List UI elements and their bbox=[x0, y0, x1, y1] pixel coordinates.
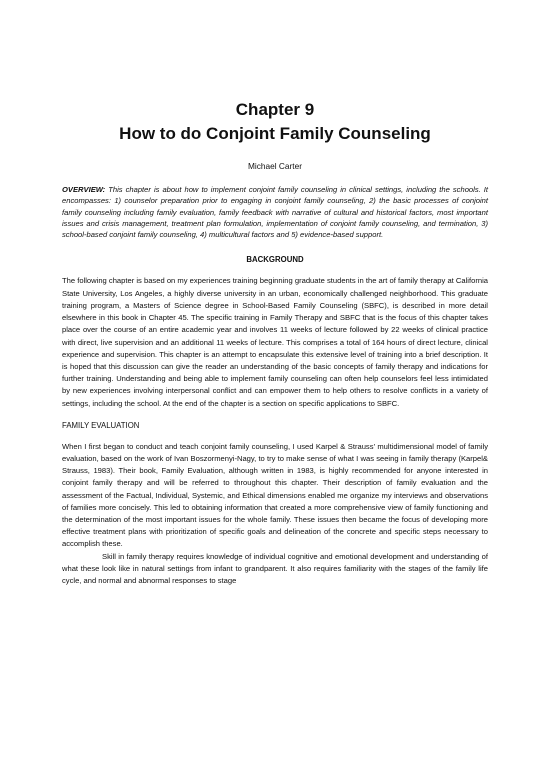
chapter-number: Chapter 9 bbox=[235, 100, 315, 119]
overview-paragraph bbox=[62, 184, 488, 240]
family-evaluation-paragraph-2: Skill in family therapy requires knowledge of individual cognitive and emotional development and understanding of what these look like in natural settings from infant to grandparent. It also requires familiarity with the stages of the family life cycle, and normal and abnormal responses to stage bbox=[62, 551, 488, 585]
overview-label: OVERVIEW: bbox=[62, 185, 106, 194]
family-evaluation-heading: FAMILY EVALUATION bbox=[62, 420, 140, 430]
chapter-title: How to do Conjoint Family Counseling bbox=[119, 124, 431, 143]
author-name: Michael Carter bbox=[248, 161, 302, 171]
background-paragraph: The following chapter is based on my experiences training beginning graduate students in the art of family therapy at California State University, Los Angeles, a highly diverse university in an urban, economically challenged neighborhood. This graduate training program, a Masters of Science degree in School-Based Family Counseling (SBFC), is described in more detail elsewhere in this book in Chapter 45. The specific training in Family Therapy and SBFC that is the focus of this chapter takes place over the course of an entire academic year and involves 11 weeks of lecture followed by 22 weeks of clinical practice with direct, live supervision and an additional 11 weeks of lecture. This comprises a total of 164 hours of direct lecture, clinical experience and supervision. This chapter is an attempt to encapsulate this extensive level of training into a brief description. It is hoped that this discussion can give the reader an understanding of the basic concepts of family therapy and indications for further training. Understanding and being able to implement family counseling can often help counselors feel less intimidated by new experiences involving interpersonal conflict and can empower them to help others to resolve conflicts in a variety of settings, including the school. At the end of the chapter is a section on specific applications to SBFC. bbox=[62, 276, 488, 408]
overview-text: This chapter is about how to implement conjoint family counseling in clinical settings, including the schools. It encompasses: 1) counselor preparation prior to engaging in conjoint family counseling, 2) the basic processes of conjoint family counseling including family evaluation, family feedback with narrative of cultural and historical factors, most important issues and crisis management, treatment plan formulation, implementation of conjoint family counseling, and termination, 3) school-based conjoint family counseling, 4) multicultural factors and 5) evidence-based support. bbox=[62, 185, 488, 240]
background-heading: BACKGROUND bbox=[246, 255, 304, 265]
family-evaluation-paragraph-1: When I first began to conduct and teach conjoint family counseling, I used Karpel & Strauss’ multidimensional model of family evaluation, based on the work of Ivan Boszormenyi-Nagy, to try to make sense of what I was seeing in family therapy (Karpel& Strauss, 1983). Their book, Family Evaluation, although written in 1983, is highly recommended for anyone interested in conjoint family therapy and will be referred to throughout this chapter. Their description of family evaluation and the assessment of the Factual, Individual, Systemic, and Ethical dimensions enabled me organize my interviews and observations of families more concisely. This led to obtaining information that created a more comprehensive view of family functioning and the determination of the most important issues for the whole family. These issues then became the focus of developing more effective treatment plans with prioritization of specific goals and delineation of the concrete and specific steps necessary to accomplish these. bbox=[62, 441, 488, 549]
